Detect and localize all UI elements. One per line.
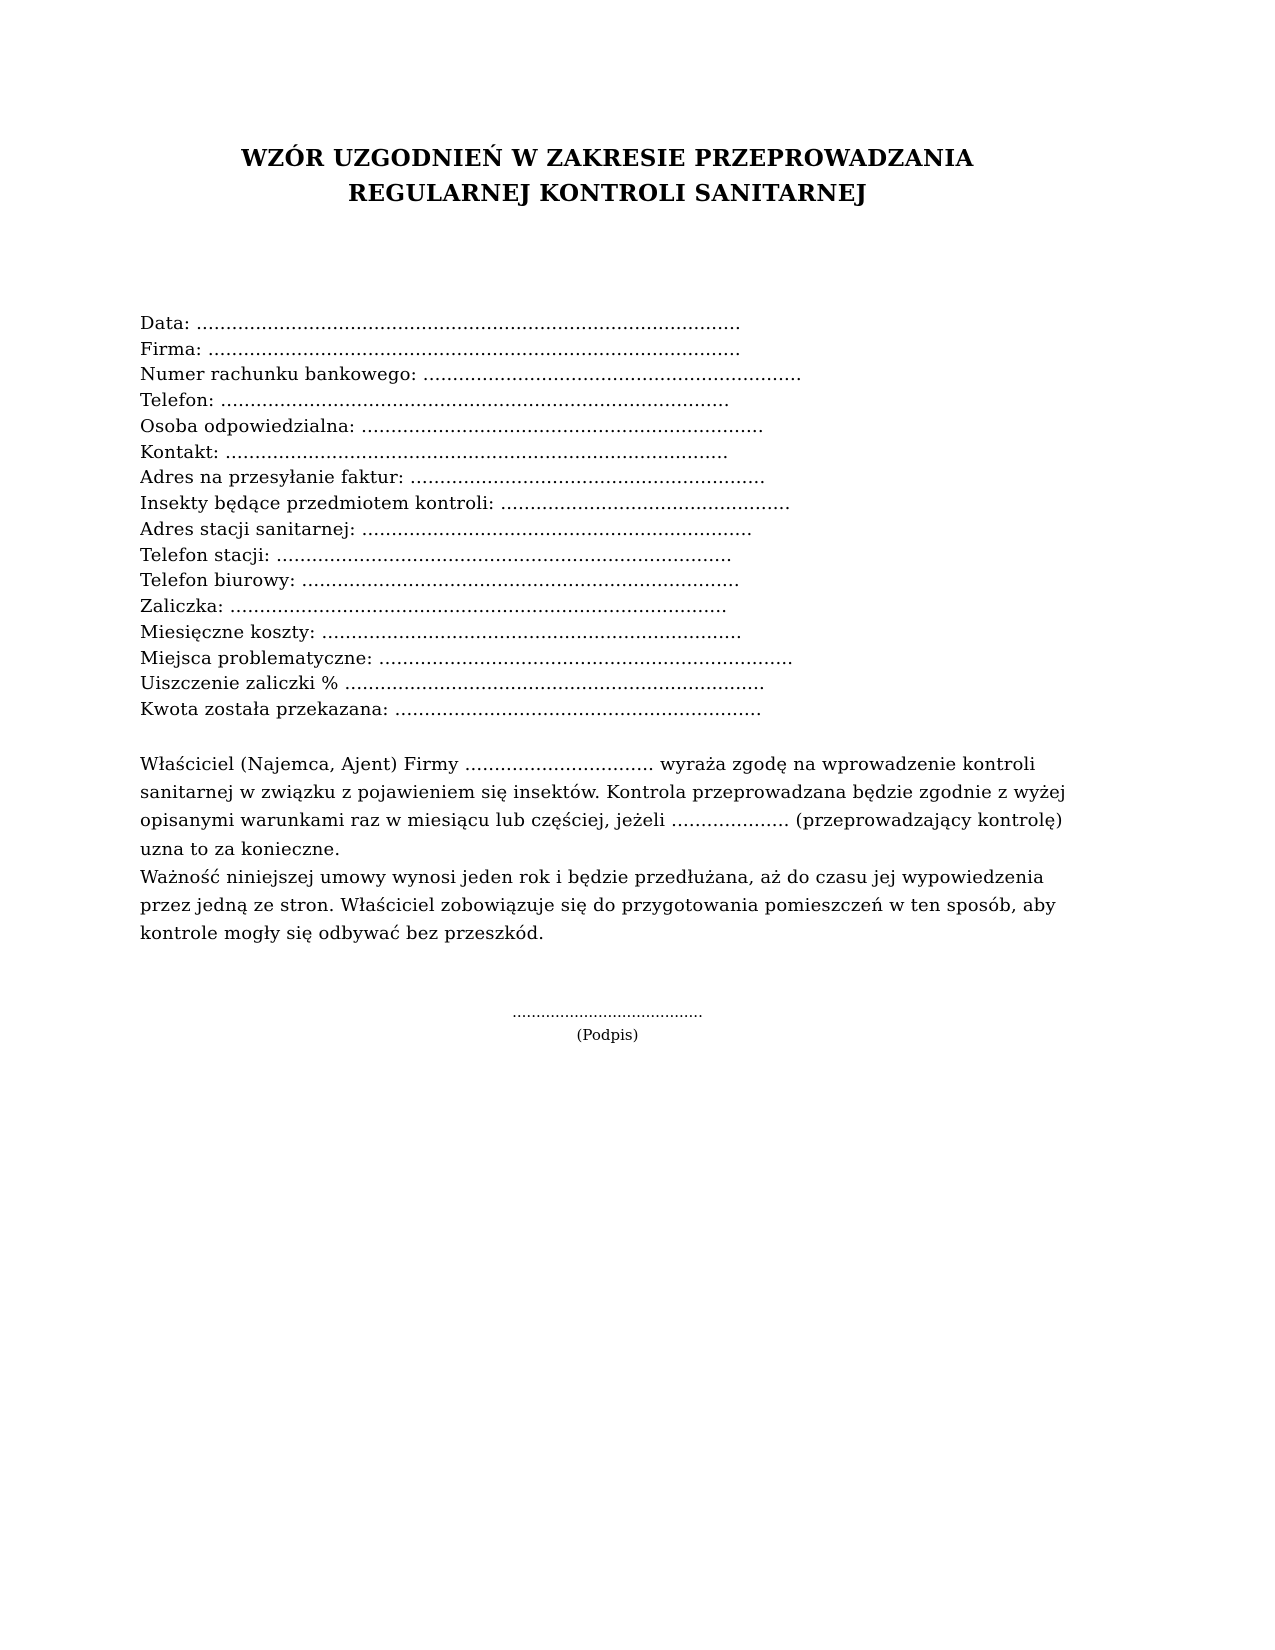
field-line-numer-rachunku: Numer rachunku bankowego: ................................................................ [140,364,802,386]
document-title [140,142,1075,211]
field-line-osoba-odpowiedzialna: Osoba odpowiedzialna: .................................................................... [140,415,764,437]
paragraph-consent: Właściciel (Najemca, Ajent) Firmy ................................ wyraża zgodę na wprowadzenie kontroli sanitarnej w związku z pojawieniem się insektów. Kontrola przeprowadzana będzie zgodnie z wyżej opisanymi warunkami raz w miesiącu lub częściej, jeżeli .................... (przeprowadzający kontrolę) uzna to za konieczne. [140,753,1066,860]
field-line-adres-stacji: Adres stacji sanitarnej: .................................................................. [140,518,753,540]
field-line-telefon-stacji: Telefon stacji: ............................................................................. [140,544,733,566]
form-fields [140,311,1075,723]
paragraph-validity: Ważność niniejszej umowy wynosi jeden rok i będzie przedłużana, aż do czasu jej wypowiedzenia przez jedną ze stron. Właściciel zobowiązuje się do przygotowania pomieszczeń w ten sposób, aby kontrole mogły się odbywać bez przeszkód. [140,866,1056,945]
title-line-1: WZÓR UZGODNIEŃ W ZAKRESIE PRZEPROWADZANIA [241,145,974,172]
field-line-insekty: Insekty będące przedmiotem kontroli: ................................................. [140,493,791,515]
field-line-telefon-biurowy: Telefon biurowy: .......................................................................... [140,570,740,592]
title-line-2: REGULARNEJ KONTROLI SANITARNEJ [347,179,868,207]
signature-label: (Podpis) [576,1025,639,1044]
field-line-zaliczka: Zaliczka: .................................................................................... [140,596,728,618]
field-line-firma: Firma: .......................................................................................... [140,338,741,360]
field-line-adres-faktur: Adres na przesyłanie faktur: ............................................................ [140,467,766,489]
signature-dotted-line: ........................................ [512,1002,703,1021]
field-line-miesieczne-koszty: Miesięczne koszty: ....................................................................... [140,621,742,643]
field-line-telefon: Telefon: ...................................................................................... [140,390,730,412]
agreement-paragraphs [140,751,1075,949]
field-line-uiszczenie-zaliczki: Uiszczenie zaliczki % ....................................................................... [140,673,765,695]
field-line-kontakt: Kontakt: ..................................................................................... [140,441,729,463]
field-line-data: Data: ............................................................................................ [140,313,741,334]
field-line-kwota-przekazana: Kwota została przekazana: .............................................................. [140,699,762,721]
signature-block [140,1001,1075,1048]
field-line-miejsca-problematyczne: Miejsca problematyczne: ...................................................................... [140,647,794,669]
